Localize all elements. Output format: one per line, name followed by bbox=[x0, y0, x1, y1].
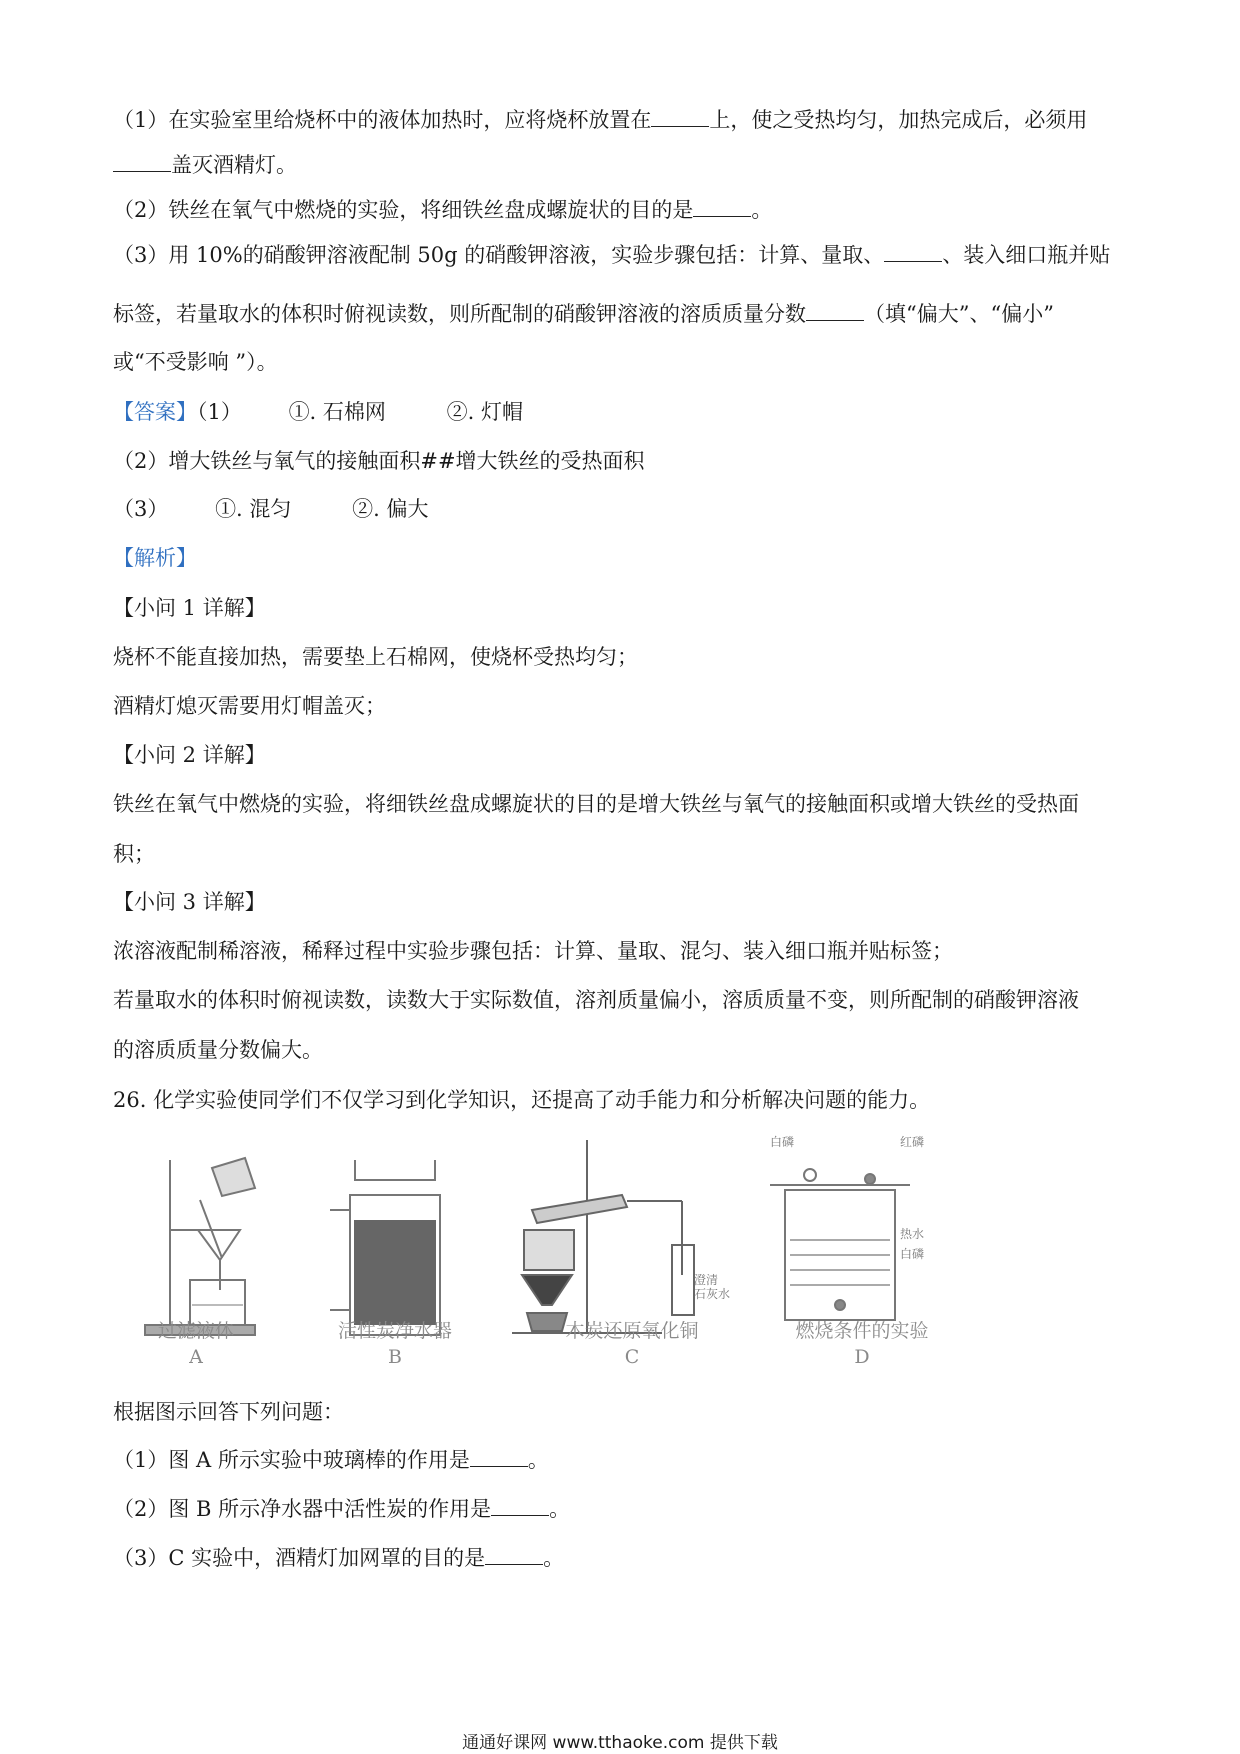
figure-d-label-2: 红磷 bbox=[900, 1135, 925, 1149]
q25-part3-line2: 标签，若量取水的体积时俯视读数，则所配制的硝酸钾溶液的溶质质量分数 （填“偏大”、“偏小” bbox=[113, 302, 1054, 326]
page-footer: 通通好课网 www.tthaoke.com 提供下载 bbox=[462, 1733, 778, 1753]
subq3-line3: 的溶质质量分数偏大。 bbox=[113, 1038, 323, 1062]
subq2-title: 【小问 2 详解】 bbox=[113, 743, 266, 767]
subq2-line2: 积； bbox=[113, 842, 155, 866]
answer-line3: （3） ①. 混匀 ②. 偏大 bbox=[113, 497, 429, 521]
figure-a-letter: A bbox=[189, 1346, 203, 1368]
answer-blank bbox=[470, 1446, 528, 1467]
figure-c-letter: C bbox=[624, 1346, 640, 1368]
figure-a-filtration bbox=[140, 1140, 270, 1340]
figure-b-caption: 活性炭净水器 bbox=[337, 1320, 452, 1342]
figure-a-caption: 过滤液体 bbox=[157, 1320, 234, 1342]
q26-part3: （3）C 实验中，酒精灯加网罩的目的是 。 bbox=[113, 1546, 565, 1570]
analysis-label: 【解析】 bbox=[113, 546, 197, 570]
answer-blank bbox=[491, 1495, 549, 1516]
q26-prompt: 根据图示回答下列问题： bbox=[113, 1400, 344, 1424]
answer-blank bbox=[693, 196, 751, 217]
figure-c-labels: 澄清 石灰水 bbox=[694, 1273, 731, 1301]
answer-blank bbox=[806, 300, 864, 321]
subq3-line2: 若量取水的体积时俯视读数，读数大于实际数值，溶剂质量偏小，溶质质量不变，则所配制的硝酸钾溶液 bbox=[113, 988, 1079, 1012]
subq1-title: 【小问 1 详解】 bbox=[113, 596, 266, 620]
figure-d-letter: D bbox=[854, 1346, 870, 1368]
figure-d-label-1: 白磷 bbox=[770, 1135, 795, 1149]
subq1-line2: 酒精灯熄灭需要用灯帽盖灭； bbox=[113, 694, 386, 718]
figure-c-reduction bbox=[512, 1135, 752, 1340]
q25-part2: （2）铁丝在氧气中燃烧的实验，将细铁丝盘成螺旋状的目的是 。 bbox=[113, 198, 773, 222]
q25-part1-line1: （1）在实验室里给烧杯中的液体加热时，应将烧杯放置在 上，使之受热均匀，加热完成后，必须用 bbox=[113, 108, 1088, 132]
figure-b-purifier bbox=[330, 1140, 460, 1340]
figure-d-label-3: 热水 bbox=[900, 1227, 925, 1241]
figure-c-caption: 木炭还原氧化铜 bbox=[565, 1320, 699, 1342]
q26-stem: 26. 化学实验使同学们不仅学习到化学知识，还提高了动手能力和分析解决问题的能力。 bbox=[113, 1088, 931, 1112]
answer-line2: （2）增大铁丝与氧气的接触面积##增大铁丝的受热面积 bbox=[113, 449, 645, 473]
figure-d-combustion bbox=[770, 1135, 940, 1330]
q25-part1-line2: 盖灭酒精灯。 bbox=[113, 151, 297, 179]
subq2-line1: 铁丝在氧气中燃烧的实验，将细铁丝盘成螺旋状的目的是增大铁丝与氧气的接触面积或增大铁丝的受热面 bbox=[113, 792, 1079, 816]
q25-part3-line1: （3）用 10%的硝酸钾溶液配制 50g 的硝酸钾溶液，实验步骤包括：计算、量取、 、装入细口瓶并贴 bbox=[113, 243, 1111, 267]
figure-b-letter: B bbox=[388, 1346, 402, 1368]
q26-part1: （1）图 A 所示实验中玻璃棒的作用是 。 bbox=[113, 1448, 549, 1472]
figure-d-label-4: 白磷 bbox=[900, 1247, 925, 1261]
subq1-line1: 烧杯不能直接加热，需要垫上石棉网，使烧杯受热均匀； bbox=[113, 645, 638, 669]
answer-blank bbox=[113, 151, 171, 172]
answer-blank bbox=[884, 241, 942, 262]
subq3-line1: 浓溶液配制稀溶液，稀释过程中实验步骤包括：计算、量取、混匀、装入细口瓶并贴标签； bbox=[113, 939, 953, 963]
answer-label: 【答案】 bbox=[113, 400, 197, 424]
q25-part3-line3: 或“不受影响 ”）。 bbox=[113, 350, 278, 374]
answer-blank bbox=[485, 1544, 543, 1565]
figure-d-caption: 燃烧条件的实验 bbox=[795, 1320, 929, 1342]
answer-line1: 【答案】（1） ①. 石棉网 ②. 灯帽 bbox=[113, 400, 523, 424]
answer-blank bbox=[651, 106, 709, 127]
subq3-title: 【小问 3 详解】 bbox=[113, 890, 266, 914]
q26-part2: （2）图 B 所示净水器中活性炭的作用是 。 bbox=[113, 1497, 571, 1521]
